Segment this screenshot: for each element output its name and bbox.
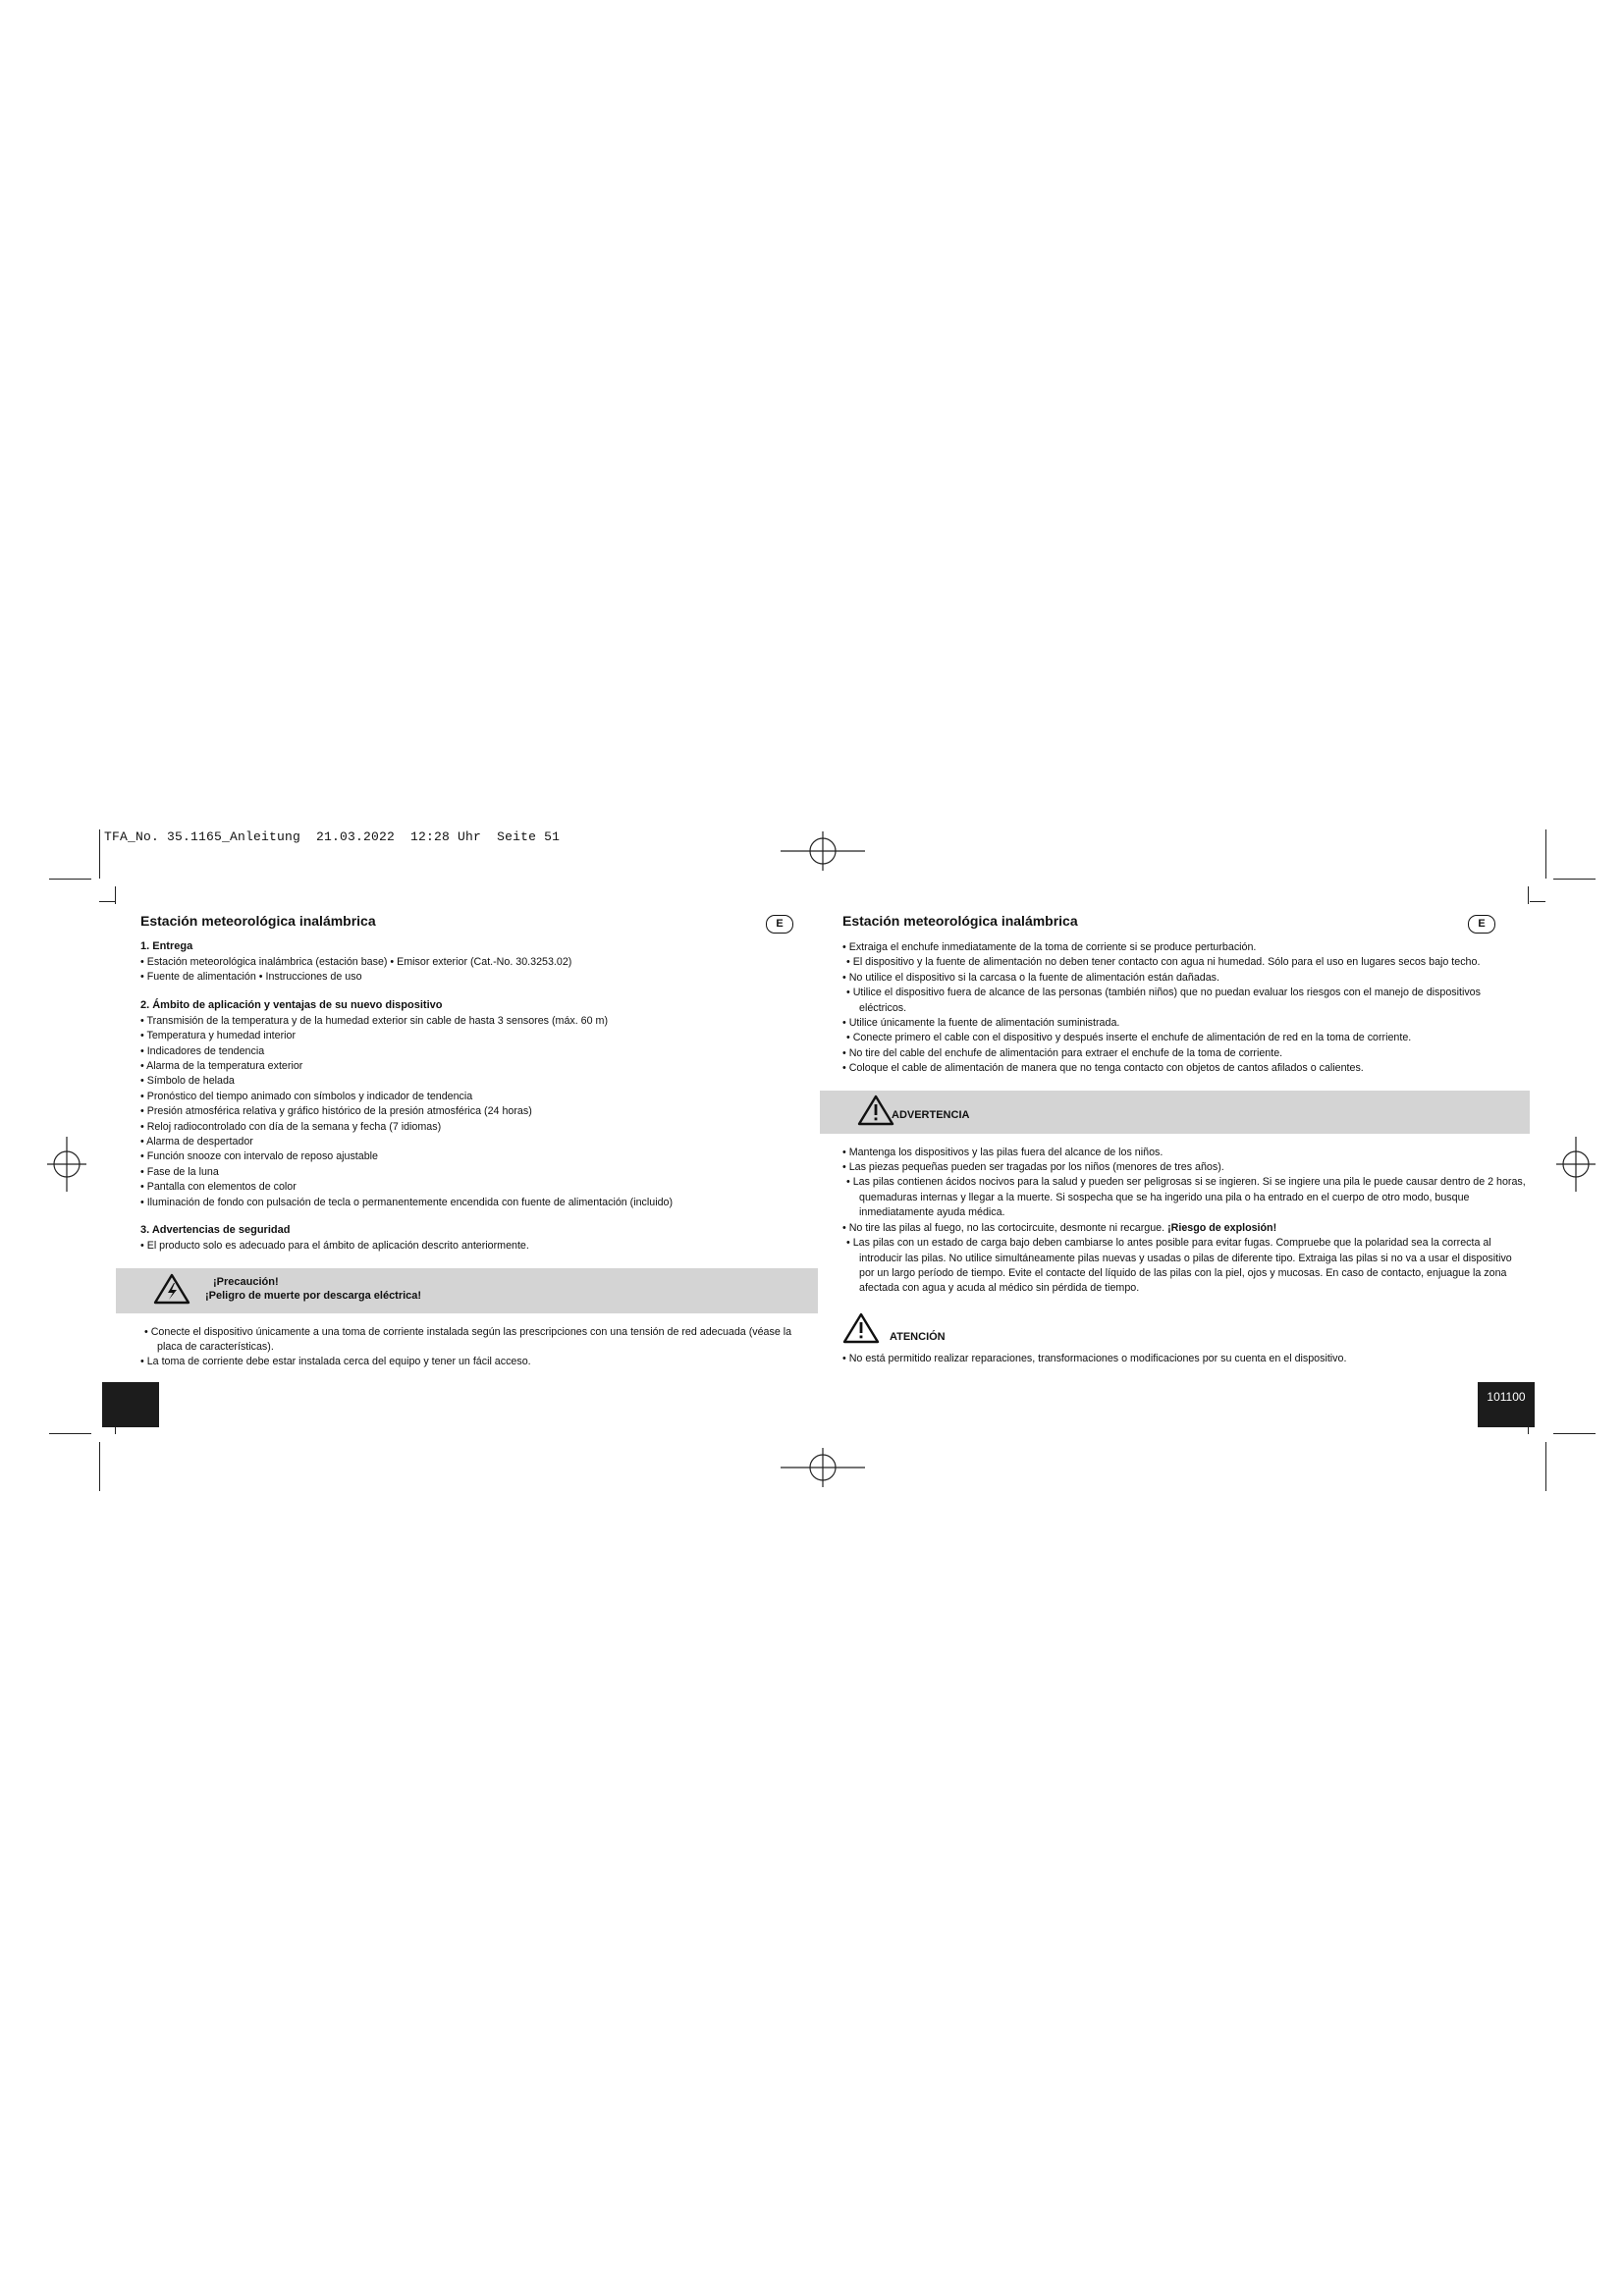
list-item: • Utilice el dispositivo fuera de alcance de las personas (también niños) que no puedan evaluar los riesgos con el manejo de dispositivos eléctricos. — [846, 987, 1481, 1014]
list-item: • Iluminación de fondo con pulsación de tecla o permanentemente encendida con fuente de alimentación (incluido) — [140, 1196, 674, 1208]
language-badge-left: E — [766, 915, 793, 934]
electric-hazard-icon — [153, 1273, 190, 1305]
warning-text — [205, 1275, 421, 1303]
list-item: • El dispositivo y la fuente de alimentación no deben tener contacto con agua ni humedad. Sólo para el uso en lugares secos bajo techo. — [846, 956, 1481, 969]
warning-title: ADVERTENCIA — [892, 1108, 970, 1121]
list-item: • Reloj radiocontrolado con día de la semana y fecha (7 idiomas) — [140, 1120, 442, 1133]
repair-list — [842, 1352, 1530, 1366]
page-number: 101100 — [1487, 1390, 1526, 1404]
list-item: • Fuente de alimentación • Instrucciones de uso — [140, 971, 362, 984]
list-item: • Presión atmosférica relativa y gráfico histórico de la presión atmosférica (24 horas) — [140, 1105, 532, 1118]
page-tab-right — [1478, 1382, 1535, 1427]
battery-warning-list — [842, 1146, 1530, 1297]
list-item: • El producto solo es adecuado para el ámbito de aplicación descrito anteriormente. — [140, 1240, 529, 1253]
list-item: • Las pilas con un estado de carga bajo deben cambiarse lo antes posible para evitar fugas. Compruebe que la polaridad sea la correcta al introducir las pilas. No utilice simultáneamente pilas nuevas y usadas o pilas de diferente tipo. Extraiga las pilas si no va a usar el dispositivo por un largo período de tiempo. Evite el contacte del líquido de las pilas con la piel, ojos y mucosas. En caso de contacto, enjuague la zona afectada con agua y acuda al médico sin pérdida de tiempo. — [846, 1237, 1512, 1295]
list-item: • La toma de corriente debe estar instalada cerca del equipo y tener un fácil acceso. — [140, 1356, 531, 1368]
list-item: • Función snooze con intervalo de reposo ajustable — [140, 1150, 378, 1163]
page-title: Estación meteorológica inalámbrica — [140, 913, 376, 929]
list-item: • Alarma de la temperatura exterior — [140, 1060, 303, 1073]
list-item: • Pantalla con elementos de color — [140, 1181, 297, 1194]
right-page — [842, 913, 1530, 1366]
warning-line-2: ¡Peligro de muerte por descarga eléctrica! — [205, 1289, 422, 1302]
section-heading-scope: 2. Ámbito de aplicación y ventajas de su nuevo dispositivo — [140, 998, 443, 1011]
print-header: TFA_No. 35.1165_Anleitung 21.03.2022 12:28 Uhr Seite 51 — [104, 829, 561, 844]
warning-line-1: ¡Precaución! — [213, 1275, 279, 1288]
list-item: • No está permitido realizar reparaciones, transformaciones o modificaciones por su cuenta en el dispositivo. — [842, 1352, 1347, 1364]
registration-target-top — [781, 831, 865, 871]
atencion-title: ATENCIÓN — [890, 1330, 946, 1343]
registration-target-right — [1556, 1137, 1596, 1192]
page-tab-left — [102, 1382, 159, 1427]
delivery-list — [140, 955, 818, 986]
explosion-note: ¡Riesgo de explosión! — [1167, 1221, 1277, 1234]
list-item: • Las pilas contienen ácidos nocivos para la salud y pueden ser peligrosas si se ingieren. Si se ingiere una pila le puede causar dentro de 2 horas, quemaduras internas y llegar a la muerte. Si sospecha que se ha ingerido una pila o ha entrado en el cuerpo de otro modo, busque inmediatamente ayuda médica. — [846, 1176, 1526, 1219]
section-heading-delivery: 1. Entrega — [140, 940, 193, 952]
left-page — [140, 913, 818, 1370]
list-item: • Mantenga los dispositivos y las pilas fuera del alcance de los niños. — [842, 1146, 1164, 1158]
list-item: • Pronóstico del tiempo animado con símbolos y indicador de tendencia — [140, 1090, 473, 1102]
list-item: • Estación meteorológica inalámbrica (estación base) • Emisor exterior (Cat.-No. 30.3253.02) — [140, 956, 572, 968]
list-item: • Conecte primero el cable con el dispositivo y después inserte el enchufe de alimentación de red en la toma de corriente. — [846, 1032, 1412, 1044]
advertencia-box — [820, 1091, 1530, 1134]
list-item: • Coloque el cable de alimentación de manera que no tenga contacto con objetos de cantos afilados o calientes. — [842, 1062, 1364, 1075]
list-item: • Extraiga el enchufe inmediatamente de la toma de corriente si se produce perturbación. — [842, 941, 1257, 953]
registration-target-bottom — [781, 1448, 865, 1487]
power-safety-list — [842, 940, 1530, 1077]
section-heading-safety: 3. Advertencias de seguridad — [140, 1224, 291, 1237]
warning-triangle-icon — [857, 1095, 894, 1126]
atencion-heading — [842, 1312, 1530, 1348]
list-item: • Símbolo de helada — [140, 1075, 235, 1088]
list-item: • Utilice únicamente la fuente de alimentación suministrada. — [842, 1017, 1120, 1030]
list-item — [842, 1221, 1530, 1236]
list-item: • No utilice el dispositivo si la carcasa o la fuente de alimentación están dañadas. — [842, 971, 1219, 984]
safety-list — [140, 1239, 818, 1254]
list-item: • Alarma de despertador — [140, 1136, 253, 1148]
list-item: • Indicadores de tendencia — [140, 1044, 265, 1057]
list-item: • Fase de la luna — [140, 1165, 219, 1178]
list-item: • Transmisión de la temperatura y de la humedad exterior sin cable de hasta 3 sensores (máx. 60 m) — [140, 1014, 609, 1027]
features-list — [140, 1014, 818, 1210]
list-item: • Conecte el dispositivo únicamente a una toma de corriente instalada según las prescripciones con una tensión de red adecuada (véase la placa de características). — [144, 1325, 792, 1353]
electric-safety-list — [140, 1325, 818, 1370]
list-item: • Temperatura y humedad interior — [140, 1030, 296, 1042]
registration-target-left — [47, 1137, 86, 1192]
language-badge-right: E — [1468, 915, 1495, 934]
page-title: Estación meteorológica inalámbrica — [842, 913, 1078, 929]
list-item: • Las piezas pequeñas pueden ser tragadas por los niños (menores de tres años). — [842, 1161, 1224, 1174]
list-item-text: • No tire las pilas al fuego, no las cortocircuite, desmonte ni recargue. — [842, 1221, 1165, 1234]
electric-warning-box — [116, 1268, 818, 1313]
list-item: • No tire del cable del enchufe de alimentación para extraer el enchufe de la toma de corriente. — [842, 1046, 1283, 1059]
caution-triangle-icon — [842, 1312, 880, 1344]
